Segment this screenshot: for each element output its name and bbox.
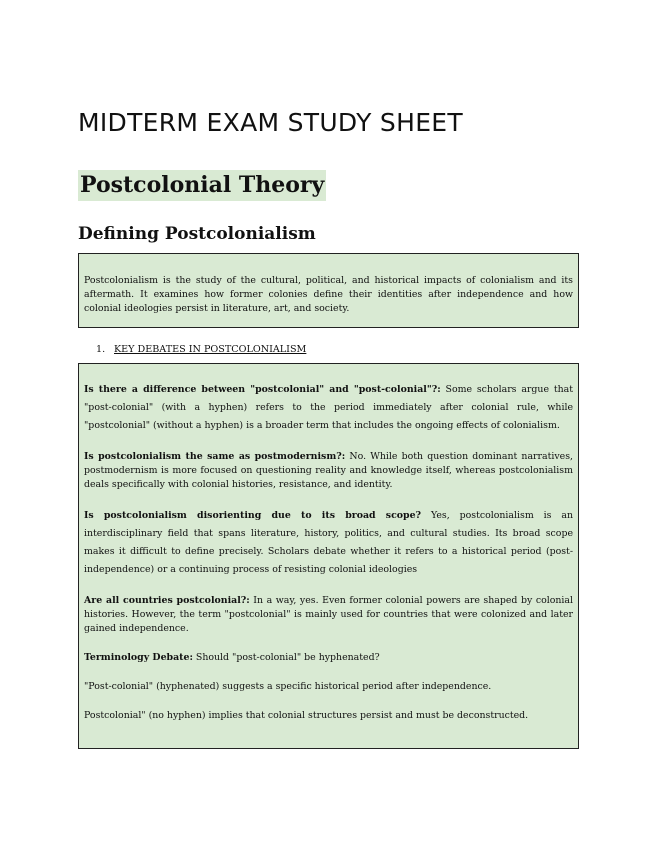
debate-difference (84, 381, 573, 435)
debate-question: Terminology Debate: (84, 652, 193, 663)
list-item (96, 344, 306, 355)
debate-answer: Should "post-colonial" be hyphenated? (192, 652, 380, 663)
note-no-hyphen: Postcolonial" (no hyphen) implies that colonial structures persist and must be deconstructed. (84, 710, 529, 721)
section-heading: Postcolonial Theory (78, 170, 326, 201)
list-number: 1. (96, 344, 106, 355)
debate-answer: No. While both question dominant narratives, postmodernism is more focused on questioning reality and knowledge itself, whereas postcolonialism deals specifically with colonial histories, resistance, and identity. (84, 451, 574, 490)
debate-answer: In a way, yes. Even former colonial powers are shaped by colonial histories. However, the term "postcolonial" is mainly used for countries that were colonized and later gained independence. (84, 595, 573, 634)
definition-box (78, 253, 579, 328)
note-hyphenated: "Post-colonial" (hyphenated) suggests a specific historical period after independence. (84, 681, 492, 692)
list-label: KEY DEBATES IN POSTCOLONIALISM (114, 344, 307, 355)
debate-question: Is postcolonialism the same as postmodernism?: (84, 451, 346, 462)
subsection-heading: Defining Postcolonialism (78, 224, 316, 244)
debate-broad-scope (84, 507, 573, 579)
debate-question: Are all countries postcolonial?: (84, 595, 250, 606)
debate-answer: Some scholars argue that "post-colonial" (with a hyphen) refers to the period immediately after colonial rule, while "postcolonial" (without a hyphen) is a broader term that includes the ongoing effects of colonialism. (84, 384, 573, 431)
debate-terminology (84, 651, 573, 665)
debate-question: Is postcolonialism disorienting due to its broad scope? (84, 510, 422, 521)
debate-all-countries (84, 594, 573, 636)
debate-answer: Yes, postcolonialism is an interdisciplinary field that spans literature, history, politics, and cultural studies. Its broad scope makes it difficult to define precisely. Scholars debate whether it refers to a historical period (post-independence) or a continuing process of resisting colonial ideologies (84, 510, 574, 575)
debates-box (78, 363, 579, 749)
document-title: MIDTERM EXAM STUDY SHEET (78, 108, 463, 137)
definition-text: Postcolonialism is the study of the cultural, political, and historical impacts of colonialism and its aftermath. It examines how former colonies define their identities after independence and how colonial ideologies persist in literature, art, and society. (84, 275, 573, 314)
debate-question: Is there a difference between "postcolonial" and "post-colonial"?: (84, 384, 441, 395)
debate-postmodernism (84, 450, 573, 492)
